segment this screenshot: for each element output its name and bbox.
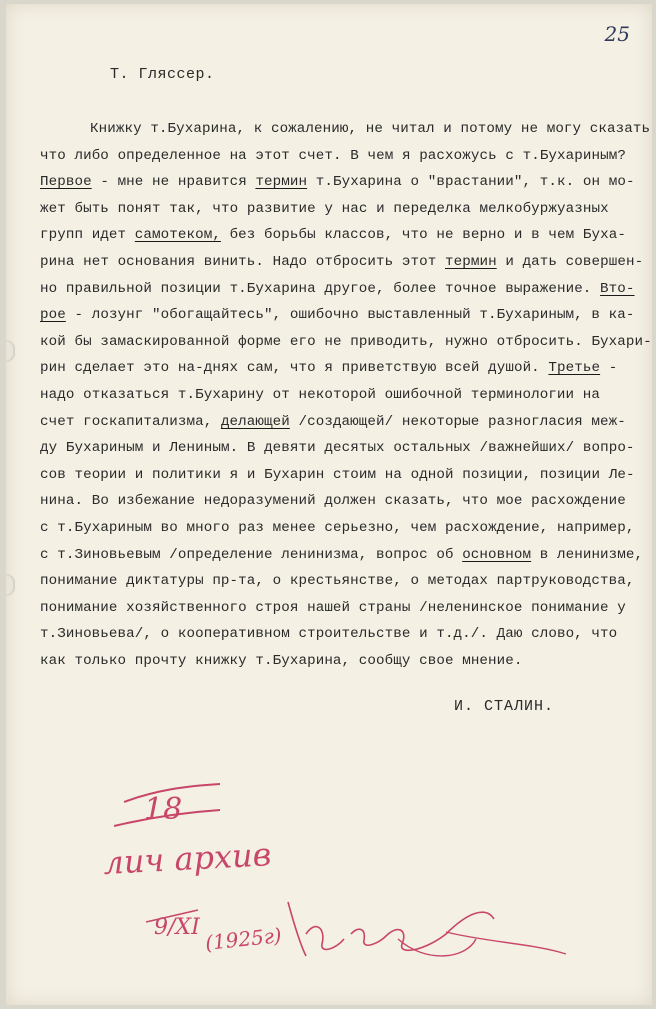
letter-line: понимание диктатуры пр-та, о крестьянстве, о методах партруководства,	[40, 573, 635, 590]
initials-flourish	[398, 932, 566, 956]
letter-line: но правильной позиции т.Бухарина другое, более точное выражение. Вто-	[40, 280, 635, 297]
letter-line: что либо определенное на этот счет. В чем я расхожусь с т.Бухариным?	[40, 147, 626, 164]
letter-line: ду Бухариным и Лениным. В девяти десятых остальных /важнейших/ вопро-	[40, 440, 635, 457]
initials-scribble	[288, 902, 494, 956]
page-number: 25	[604, 22, 630, 46]
letter-line: надо отказаться т.Бухарину от некоторой ошибочной терминологии на	[40, 386, 601, 403]
document-page	[6, 4, 652, 1005]
letter-line: счет госкапитализма, делающей /создающей/ некоторые разногласия меж-	[40, 413, 626, 430]
archive-note: лич архив	[102, 835, 273, 882]
letter-line: сов теории и политики я и Бухарин стоим на одной позиции, позиции Ле-	[40, 466, 635, 483]
archive-number: 18	[144, 792, 183, 827]
year-note: (1925г)	[204, 923, 283, 955]
letter-line: жет быть понят так, что развитие у нас и переделка мелкобуржуазных	[40, 200, 609, 217]
letter-line: Первое - мне не нравится термин т.Бухарина о "врастании", т.к. он мо-	[40, 174, 635, 191]
letter-line: нина. Во избежание недоразумений должен сказать, что мое расхождение	[40, 493, 626, 510]
letter-line: с т.Бухариным во много раз менее серьезно, чем расхождение, например,	[40, 519, 635, 536]
letter-line: рое - лозунг "обогащайтесь", ошибочно выставленный т.Бухариным, в ка-	[40, 307, 635, 324]
letter-line: кой бы замаскированной форме его не приводить, нужно отбросить. Бухари-	[40, 333, 652, 350]
handwritten-annotations	[6, 4, 652, 1005]
letter-line: рин сделает это на-днях сам, что я приветствую всей душой. Третье -	[40, 360, 618, 377]
signature: И. СТАЛИН.	[454, 698, 555, 715]
letter-line: рина нет основания винить. Надо отбросить этот термин и дать совершен-	[40, 253, 644, 270]
letter-line: Книжку т.Бухарина, к сожалению, не читал и потому не могу сказать	[90, 121, 651, 137]
letter-line: как только прочту книжку т.Бухарина, сообщу свое мнение.	[40, 652, 523, 669]
salutation: Т. Гляссер.	[110, 66, 215, 83]
letter-line: групп идет самотеком, без борьбы классов, что не верно и в чем Буха-	[40, 227, 626, 244]
letter-line: понимание хозяйственного строя нашей страны /неленинское понимание у	[40, 599, 626, 616]
date-note: 9/XI	[154, 915, 200, 940]
letter-line: т.Зиновьева/, о кооперативном строительстве и т.д./. Даю слово, что	[40, 626, 618, 643]
letter-line: с т.Зиновьевым /определение ленинизма, вопрос об основном в ленинизме,	[40, 546, 644, 563]
